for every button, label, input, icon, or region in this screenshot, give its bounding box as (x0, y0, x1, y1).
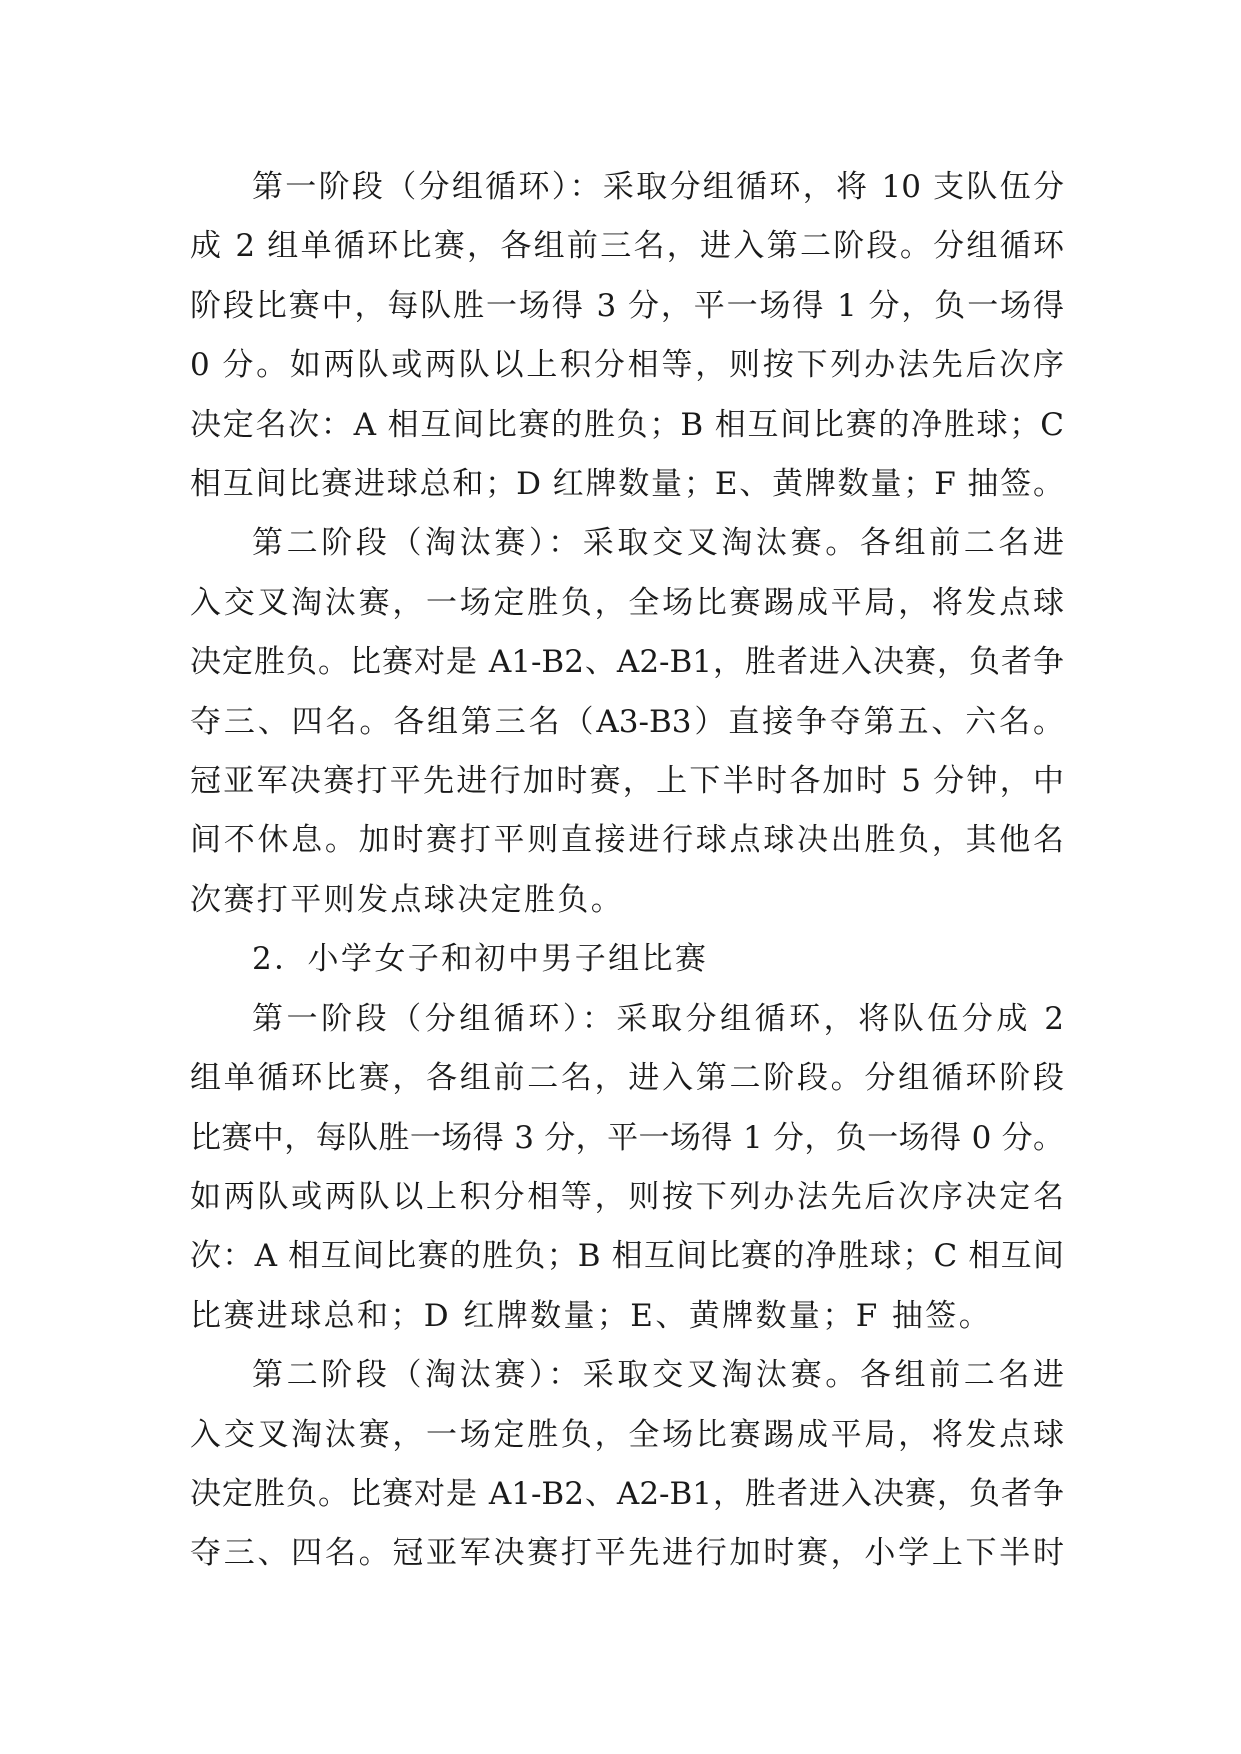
text-line: 第二阶段（淘汰赛）：采取交叉淘汰赛。各组前二名进 (252, 1357, 1064, 1394)
text-line: 成 2 组单循环比赛，各组前三名，进入第二阶段。分组循环 (190, 228, 1064, 265)
text-line: 组单循环比赛，各组前二名，进入第二阶段。分组循环阶段 (190, 1060, 1064, 1097)
text-line: 次：A 相互间比赛的胜负；B 相互间比赛的净胜球；C 相互间 (190, 1238, 1064, 1275)
text-line: 夺三、四名。各组第三名（A3-B3）直接争夺第五、六名。 (190, 703, 1064, 740)
text-line: 第二阶段（淘汰赛）：采取交叉淘汰赛。各组前二名进 (252, 525, 1064, 562)
text-line: 入交叉淘汰赛，一场定胜负，全场比赛踢成平局，将发点球 (190, 584, 1064, 621)
text-line: 第一阶段（分组循环）：采取分组循环，将 10 支队伍分 (252, 169, 1064, 205)
text-line: 入交叉淘汰赛，一场定胜负，全场比赛踢成平局，将发点球 (190, 1416, 1064, 1453)
text-line: 阶段比赛中，每队胜一场得 3 分，平一场得 1 分，负一场得 (190, 287, 1064, 324)
text-line: 决定名次：A 相互间比赛的胜负；B 相互间比赛的净胜球；C (190, 406, 1064, 443)
text-line: 相互间比赛进球总和；D 红牌数量；E、黄牌数量；F 抽签。 (190, 466, 1064, 503)
text-line: 冠亚军决赛打平先进行加时赛，上下半时各加时 5 分钟，中 (190, 763, 1064, 800)
document-body (190, 158, 1064, 1584)
text-line: 夺三、四名。冠亚军决赛打平先进行加时赛，小学上下半时 (190, 1535, 1064, 1572)
text-line: 间不休息。加时赛打平则直接进行球点球决出胜负，其他名 (190, 822, 1064, 859)
section-heading: 2．小学女子和初中男子组比赛 (252, 941, 709, 978)
text-line: 次赛打平则发点球决定胜负。 (190, 881, 625, 918)
text-line: 决定胜负。比赛对是 A1-B2、A2-B1，胜者进入决赛，负者争 (190, 1475, 1064, 1512)
text-line: 如两队或两队以上积分相等，则按下列办法先后次序决定名 (190, 1178, 1064, 1215)
text-line: 比赛进球总和；D 红牌数量；E、黄牌数量；F 抽签。 (190, 1297, 993, 1334)
text-line: 决定胜负。比赛对是 A1-B2、A2-B1，胜者进入决赛，负者争 (190, 644, 1064, 681)
text-line: 0 分。如两队或两队以上积分相等，则按下列办法先后次序 (190, 347, 1064, 384)
text-line: 比赛中，每队胜一场得 3 分，平一场得 1 分，负一场得 0 分。 (190, 1119, 1064, 1156)
text-line: 第一阶段（分组循环）：采取分组循环，将队伍分成 2 (252, 1000, 1064, 1037)
